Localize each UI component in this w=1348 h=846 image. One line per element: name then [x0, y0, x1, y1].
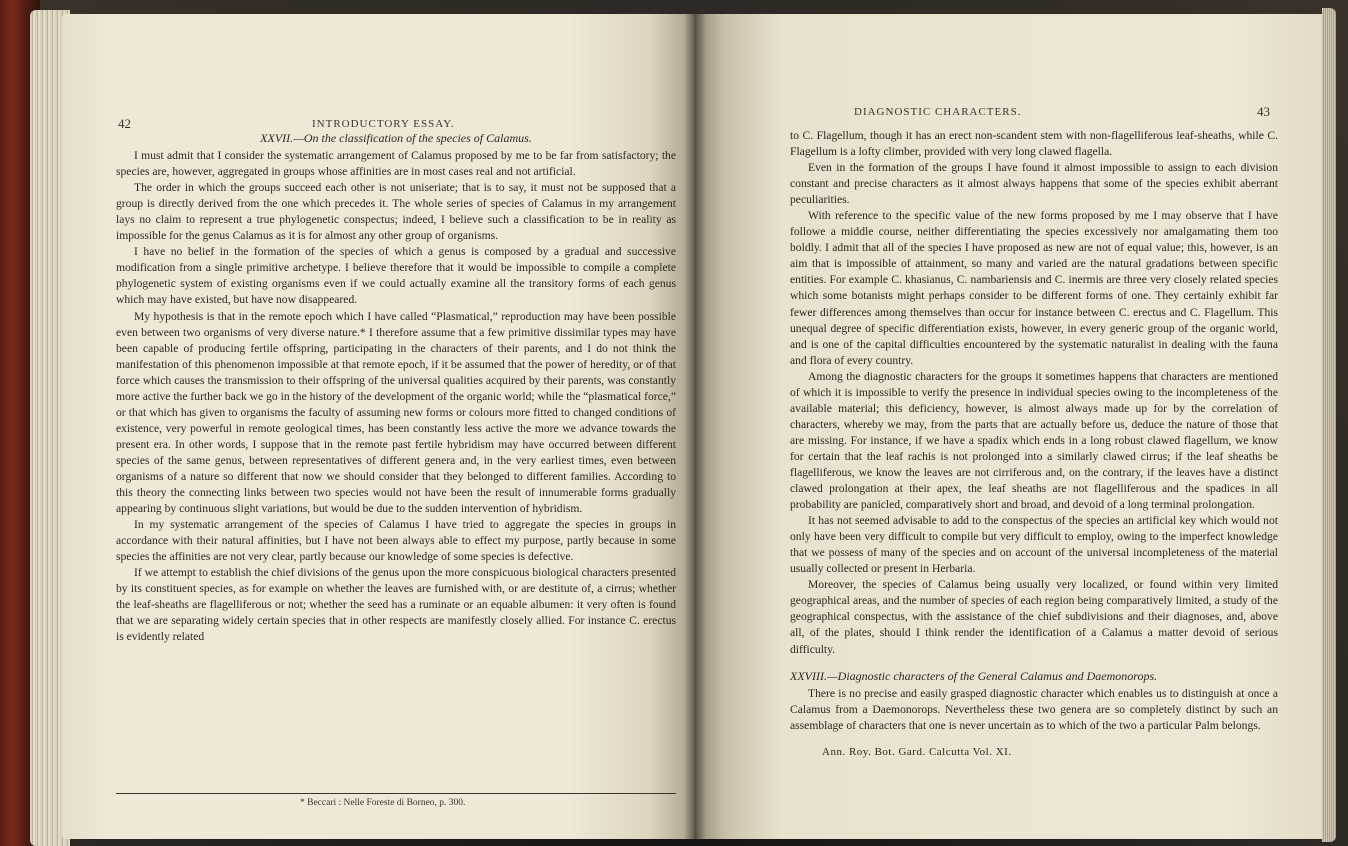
footnote: * Beccari : Nelle Foreste di Borneo, p. 300.: [300, 798, 466, 808]
paragraph: Even in the formation of the groups I have found it almost impossible to assign to each division constant and precise characters as it almost always happens that some of the species exhibit aberrant peculiarities.: [790, 161, 1278, 207]
paragraph: to C. Flagellum, though it has an erect non-scandent stem with non-flagelliferous leaf-sheaths, while C. Flagellum is a lofty climber, provided with very long clawed flagella.: [790, 129, 1278, 159]
paragraph: Moreover, the species of Calamus being usually very localized, or found within very limited geographical areas, and the number of species of each region being comparatively limited, a study of the geographical conspectus, with the assistance of the chief subdivisions and their diagnoses, and, above all, of the plates, should I think render the identification of a Calamus a matter devoid of serious difficulty.: [790, 578, 1278, 656]
paragraph: I have no belief in the formation of the species of which a genus is composed by a gradual and successive modification from a single primitive archetype. I believe therefore that it would be impossible to compile a complete phylogenetic system of existing organisms even if we could actually examine all the transitory forms of each genus which may have existed, but have now disappeared.: [116, 245, 676, 307]
paragraph: I must admit that I consider the systematic arrangement of Calamus proposed by me to be far from satisfactory; the species are, however, aggregated in groups whose affinities are in most cases real and not artificial.: [116, 149, 676, 179]
paragraph: With reference to the specific value of the new forms proposed by me I may observe that I have followe a middle course, neither differentiating the species excessively nor amalgamating them too boldly. I admit that all of the species I have proposed as new are not of equal value; this, however, is an aim that is impossible of attainment, so many and varied are the natural gradations between specific entities. For example C. khasianus, C. nambariensis and C. inermis are three very closely related species which some botanists might perhaps consider to be different forms of one. They certainly exhibit far fewer differences among themselves than occur for instance between C. erectus and C. Flagellum. This unequal degree of specific differentiation exists, however, in every generic group of the organic world, and is one of the capital difficulties encountered by the systematic naturalist in dealing with the fauna and flora of every country.: [790, 209, 1278, 367]
paragraph: There is no precise and easily grasped diagnostic character which enables us to distinguish at once a Calamus from a Daemonorops. Nevertheless these two genera are so completely distinct by such an assemblage of characters that one is never uncertain as to which of the two a particular Palm belongs.: [790, 686, 1278, 732]
left-text-column: [116, 130, 676, 646]
section-title: XXVIII.—Diagnostic characters of the General Calamus and Daemonorops.: [790, 668, 1158, 683]
paragraph: The order in which the groups succeed each other is not uniseriate; that is to say, it must not be supposed that a group is directly derived from the one which precedes it. The whole series of species of Calamus in my arrangement lays no claim to represent a true phylogenetic conspectus; indeed, I believe such a classification to be in reality as impossible for the genus Calamus as it is for almost any other group of organisms.: [116, 181, 676, 243]
paragraph: My hypothesis is that in the remote epoch which I have called “Plasmatical,” reproduction may have been possible even between two organisms of very diverse nature.* I therefore assume that a few primitive dissimilar types may have been capable of producing fertile offspring, participating in the characters of their parents, and I do not think the manifestation of this phenomenon impossible at that remote epoch, if it be assumed that the power of heredity, or of that force which causes the transmission to their offspring of the universal qualities acquired by their parents, was constantly more active the further back we go in the history of the development of the organic world; while the “plasmatical force,” or that which has given to organisms the faculty of assuming new forms or colours more fitted to changed conditions of existence, very powerful in remote geological times, has been constantly less active the more we advance towards the present era. In other words, I suppose that in the remote past fertile hybridism may have occurred between different species of the same genus, between representatives of different genera and, in the very earliest times, even between organisms of a nature so different that now we should consider that they belonged to different families. According to this theory the connecting links between two species would not have been the result of innumerable forms gradually appearing by continuous slight variations, but would be due to the sudden intervention of hybridism.: [116, 309, 676, 516]
left-page: [62, 14, 694, 839]
page-number: 42: [118, 116, 131, 131]
section-title: XXVII.—On the classification of the species of Calamus.: [260, 131, 532, 145]
right-page: [694, 14, 1326, 839]
running-head: INTRODUCTORY ESSAY.: [312, 118, 455, 130]
right-text-column: [790, 128, 1278, 734]
page-number: 43: [1257, 104, 1270, 119]
publication-signature: Ann. Roy. Bot. Gard. Calcutta Vol. XI.: [822, 746, 1012, 758]
paragraph: Among the diagnostic characters for the groups it sometimes happens that characters are mentioned of which it is impossible to verify the presence in individual species owing to the incompleteness of the available material; this deficiency, however, is almost always made up for by the correlation of characters, whereby we may, from the parts that are actually before us, deduce the nature of those that are missing. For instance, if we have a spadix which ends in a long robust clawed flagellum, we know for certain that the leaf rachis is not prolonged into a similarly clawed cirrus; if the leaf sheaths be flagelliferous, we know the leaves are not cirriferous and, on the contrary, if the leaves have a distinct clawed prolongation at their apex, the leaf sheaths are not flagelliferous and the spadices in all probability are panicled, comparatively short and broad, and devoid of a long terminal prolongation.: [790, 369, 1278, 512]
book-gutter: [684, 14, 706, 839]
running-head: DIAGNOSTIC CHARACTERS.: [854, 106, 1022, 118]
paragraph: It has not seemed advisable to add to the conspectus of the species an artificial key which would not only have been very difficult to compile but very difficult to employ, owing to the imperfect knowledge that we possess of many of the species and on account of the universal incompleteness of the material usually collected or present in Herbaria.: [790, 514, 1278, 576]
footnote-rule: [116, 793, 676, 794]
page-edges-right: [1322, 8, 1336, 842]
paragraph: If we attempt to establish the chief divisions of the genus upon the more conspicuous biological characters presented by its constituent species, as for example on whether the leaves are furnished with, or are destitute of, a cirrus; whether the leaf-sheaths are flagelliferous or not; whether the seed has a ruminate or an equable albumen: it very often is found that we are separating widely certain species that in other respects are manifestly closely allied. For instance C. erectus is evidently related: [116, 566, 676, 644]
paragraph: In my systematic arrangement of the species of Calamus I have tried to aggregate the species in groups in accordance with their natural affinities, but I have not been always able to effect my purpose, partly because in some species the affinities are not very clear, partly because our knowledge of some species is defective.: [116, 518, 676, 564]
